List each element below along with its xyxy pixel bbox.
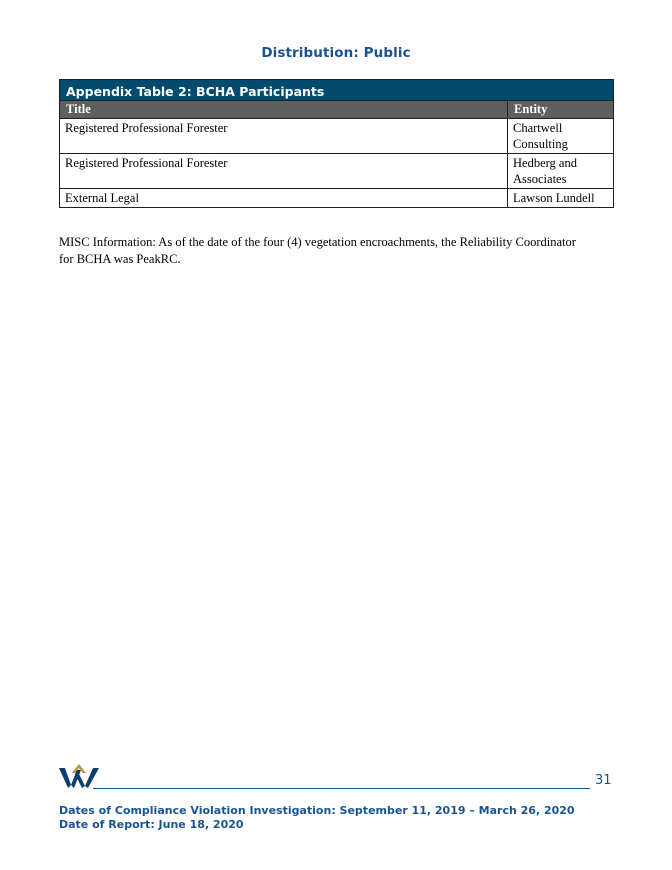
wecc-logo-icon xyxy=(59,764,99,790)
footer-rule xyxy=(93,788,590,789)
column-header-entity: Entity xyxy=(508,101,614,119)
page-number: 31 xyxy=(595,773,612,788)
distribution-header: Distribution: Public xyxy=(261,45,411,61)
logo-left-stroke xyxy=(59,768,71,788)
table-row xyxy=(60,119,614,154)
column-header-title: Title xyxy=(60,101,508,119)
cell-title: Registered Professional Forester xyxy=(60,119,508,154)
cell-entity xyxy=(508,154,614,189)
cell-entity-line: Lawson Lundell xyxy=(513,191,595,205)
cell-entity-line: Associates xyxy=(513,172,567,186)
table-row xyxy=(60,189,614,208)
misc-line: for BCHA was PeakRC. xyxy=(59,252,181,266)
table-row xyxy=(60,154,614,189)
misc-line: MISC Information: As of the date of the four (4) vegetation encroachments, the Reliability Coordinator xyxy=(59,235,576,249)
cell-entity xyxy=(508,119,614,154)
misc-information xyxy=(59,234,619,268)
cell-entity-line: Chartwell xyxy=(513,121,563,135)
cell-title: Registered Professional Forester xyxy=(60,154,508,189)
cell-title: External Legal xyxy=(60,189,508,208)
investigation-dates: Dates of Compliance Violation Investigation: September 11, 2019 – March 26, 2020 xyxy=(59,804,575,817)
appendix-table xyxy=(59,79,614,208)
table-caption: Appendix Table 2: BCHA Participants xyxy=(60,80,614,101)
cell-entity-line: Consulting xyxy=(513,137,568,151)
logo-right-stroke xyxy=(85,768,99,788)
cell-entity xyxy=(508,189,614,208)
report-date: Date of Report: June 18, 2020 xyxy=(59,818,244,831)
cell-entity-line: Hedberg and xyxy=(513,156,577,170)
